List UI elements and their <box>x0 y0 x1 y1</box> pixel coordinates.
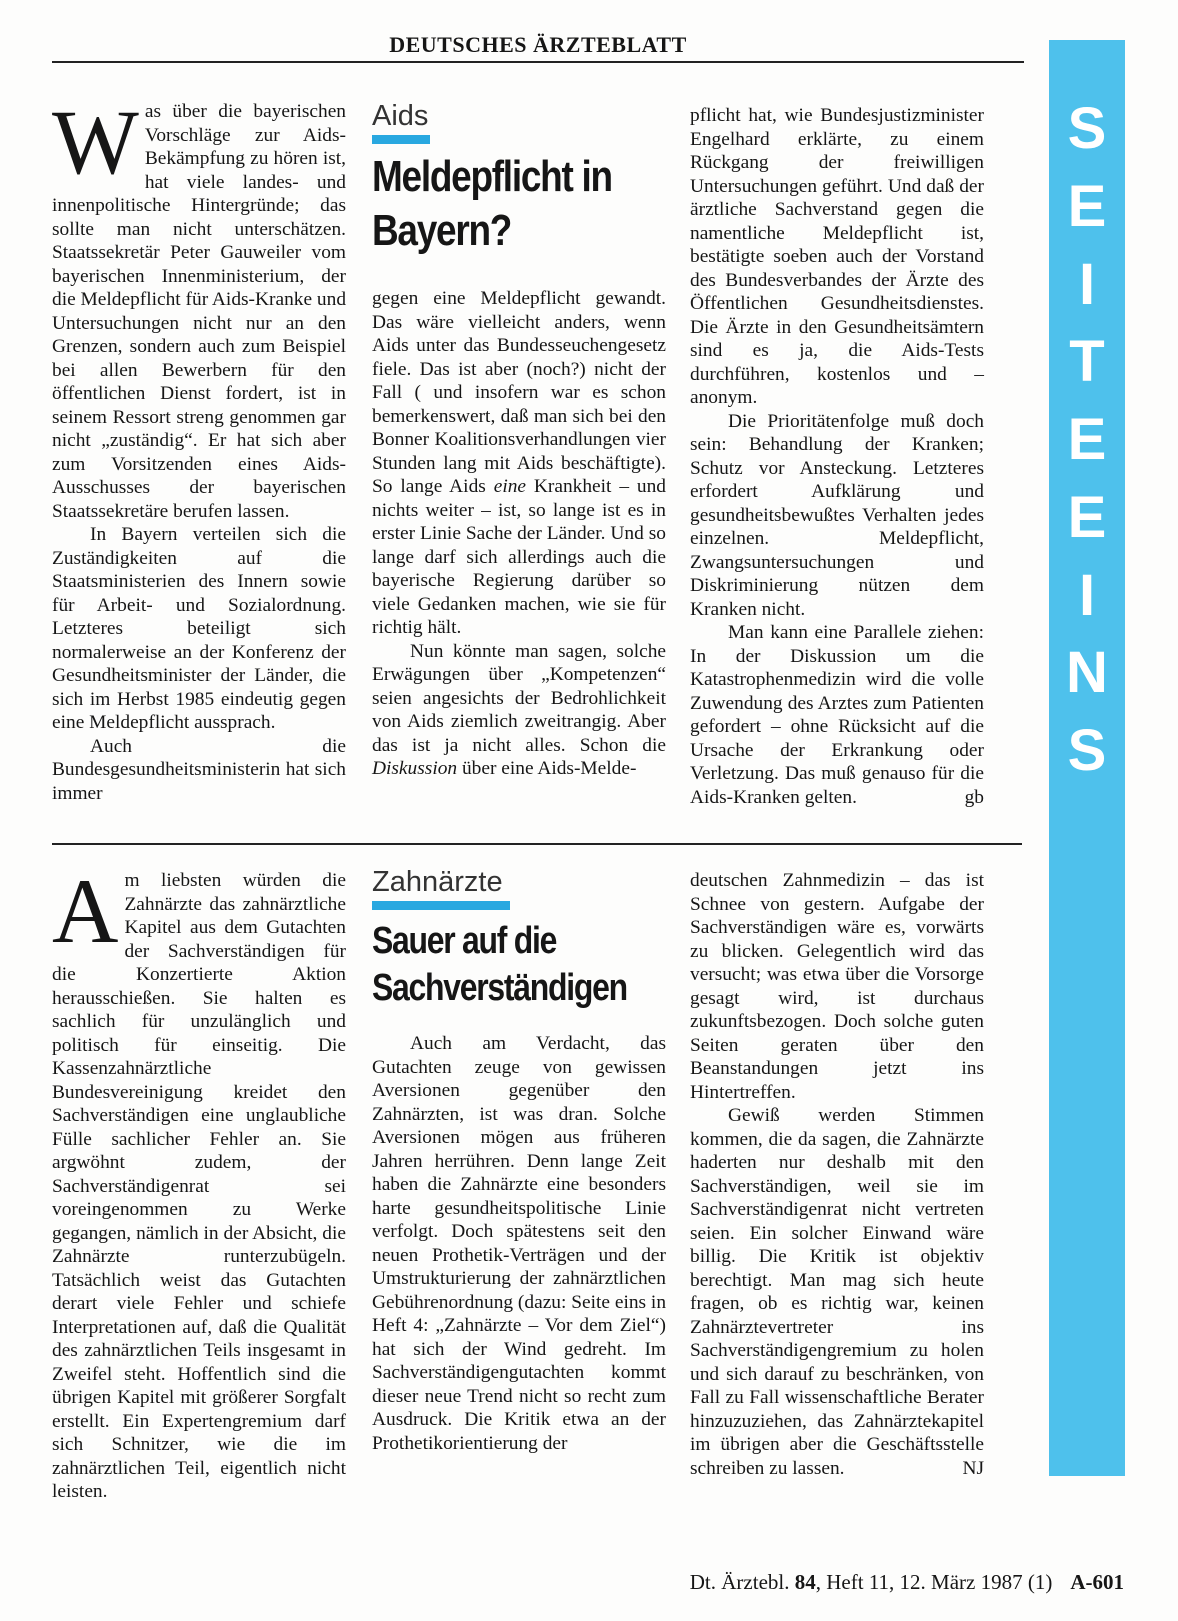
article1-col3-p3: Man kann eine Parallele ziehen: In der Diskussion um die Katastrophenmedizin wird die volle Zuwendung des Arztes zum Patienten gefordert – ohne Rücksicht auf die Ursache der Erkrankung oder Verletzung. Das muß genauso für die Aids-Kranken gelten. <box>690 622 984 808</box>
article-divider <box>52 843 1022 845</box>
article2-dropcap: A <box>52 860 119 962</box>
sidebar-letter: E <box>1067 407 1107 472</box>
article1-signature: gb <box>964 786 984 808</box>
article1-col1 <box>52 91 347 805</box>
article2-col2 <box>372 1032 666 1455</box>
sidebar-letters <box>1049 96 1125 783</box>
sidebar-letter: S <box>1067 96 1107 161</box>
article2-col3 <box>690 869 984 1480</box>
article1-col2-p2-em: Diskussion <box>372 758 458 779</box>
article1-headline-line2: Bayern? <box>372 206 512 255</box>
article1-dropcap: W <box>52 91 139 193</box>
article1-col3-p1: pflicht hat, wie Bundesjustizminister Engelhard erklärte, zu einem Rückgang der freiwilligen Untersuchungen geführt. Und daß der ärztliche Sachverstand gegen die namentliche Meldepflicht ist, bestätigte soeben auch der Vorstand des Bundesverbandes der Ärzte des Öffentlichen Gesundheitsdienstes. Die Ärzte in den Gesundheitsämtern sind es ja, die Aids-Tests durchführen, kostenlos und – anonym. <box>690 105 984 408</box>
article1-col2-p1-em: eine <box>493 476 527 497</box>
article1-col1-p2: In Bayern verteilen sich die Zuständigkeiten auf die Staatsministerien des Innern sowie für Arbeit- und Sozialordnung. Letzteres beteiligt sich normalerweise an der Konferenz der Gesundheitsminister der Länder, die sich im Herbst 1985 eindeutig gegen eine Meldepflicht aussprach. <box>52 524 346 733</box>
article2-col3-p1: deutschen Zahnmedizin – das ist Schnee von gestern. Aufgabe der Sachverständigen wäre es, vorwärts zu blicken. Gelegentlich wird das versucht; was etwa über die Vorsorge gesagt wird, ist durchaus zukunftsbezogen. Doch solche guten Seiten geraten über den Beanstandungen jetzt ins Hintertreffen. <box>690 870 984 1103</box>
footer-citation-b: , Heft 11, 12. März 1987 (1) <box>815 1570 1053 1594</box>
footer-citation-a: Dt. Ärztebl. <box>689 1570 795 1594</box>
masthead-rule <box>52 61 1024 63</box>
sidebar-letter: I <box>1078 562 1096 628</box>
article2-headline-line2: Sachverständigen <box>372 967 627 1009</box>
article1-col2-p2a: Nun könnte man sagen, solche Erwägungen über „Kompetenzen“ seien angesichts der Bedrohlichkeit von Aids ziemlich zweitrangig. Aber das ist ja nicht alles. Schon die <box>372 640 666 756</box>
article2-headline-line1: Sauer auf die <box>372 920 557 962</box>
article2-col2-p1: Auch am Verdacht, das Gutachten zeuge von gewissen Aversionen gegenüber den Zahnärzten, ist was dran. Solche Aversionen mögen aus früheren Jahren herrühren. Denn lange Zeit haben die Zahnärzte eine besonders harte gesundheitspolitische Linie verfolgt. Doch spätestens seit den neuen Prothetik-Verträgen und der Umstrukturierung der zahnärztlichen Gebührenordnung (dazu: Seite eins in Heft 4: „Zahnärzte – Vor dem Ziel“) hat sich der Wind gedreht. Im Sachverständigengutachten kommt dieser neue Trend nicht so recht zum Ausdruck. Die Kritik etwa an der Prothetikorientierung der <box>372 1033 667 1454</box>
article2-col1 <box>52 860 346 1504</box>
article2-kicker: Zahnärzte <box>372 866 503 898</box>
article1-col2-p1b: Krankheit – und nichts weiter – ist, so lange ist es in erster Linie Sache der Länder. Und so lange darf sich allerdings auch die bayerische Regierung darüber so viele Gedanken machen, wie sie für richtig hält. <box>372 476 667 638</box>
article1-kicker-bar <box>372 135 430 144</box>
sidebar-letter: E <box>1067 484 1107 550</box>
article2-kicker-bar <box>372 901 510 910</box>
article1-col1-p1: as über die bayerischen Vorschläge zur Aids-Bekämpfung zu hören ist, hat viele landes- und innenpolitische Hintergründe; das sollte man nicht unterschätzen. Staatssekretär Peter Gauweiler vom bayerischen Innenministerium, der die Meldepflicht für Aids-Kranke und Untersuchungen nicht nur an den Grenzen, sondern auch zum Beispiel bei allen Bewerbern für den öffentlichen Dienst fordert, ist in seinem Ressort streng genommen gar nicht „zuständig“. Er hat sich aber zum Vorsitzenden eines Aids-Ausschusses der bayerischen Staatssekretäre berufen lassen. <box>52 101 347 522</box>
article2-col3-p2: Gewiß werden Stimmen kommen, die da sagen, die Zahnärzte haderten nur deshalb mit den Sachverständigen, weil sie im Sachverständigenrat nicht vertreten seien. Ein solcher Einwand wäre billig. Die Kritik ist objektiv berechtigt. Man mag sich heute fragen, ob es richtig war, keinen Zahnärztevertreter ins Sachverständigengremium zu holen und sich darauf zu beschränken, von Fall zu Fall wissenschaftliche Berater hinzuzuziehen, das Zahnärztekapitel im übrigen aber die Geschäftsstelle schreiben zu lassen. <box>690 1105 984 1479</box>
sidebar-letter: N <box>1066 640 1108 706</box>
sidebar-letter: T <box>1069 329 1105 395</box>
article2-header <box>372 866 672 1016</box>
article1-col3 <box>690 104 984 809</box>
page-footer <box>640 1570 1124 1595</box>
article1-header <box>372 100 672 285</box>
article1-col2-p1a: gegen eine Meldepflicht gewandt. Das wäre vielleicht anders, wenn Aids unter das Bundesseuchengesetz fiele. Das ist aber (noch?) nicht der Fall ( und insofern war es schon bemerkenswert, daß man sich bei den Bonner Koalitionsverhandlungen vier Stunden lang mit Aids beschäftigte). So lange Aids <box>372 288 666 497</box>
article1-col2 <box>372 287 666 781</box>
article1-col2-p2b: über eine Aids-Melde- <box>457 758 637 779</box>
article1-headline-line1: Meldepflicht in <box>372 152 612 201</box>
article2-signature: NJ <box>962 1457 984 1479</box>
footer-volume: 84 <box>794 1570 816 1594</box>
article1-kicker: Aids <box>372 100 429 132</box>
masthead <box>52 30 1024 66</box>
article1-col1-p3: Auch die Bundesgesundheitsministerin hat sich immer <box>52 735 346 804</box>
article1-headline <box>372 150 671 258</box>
article2-headline <box>372 918 671 1012</box>
sidebar-letter: E <box>1067 173 1107 239</box>
article1-col3-p2: Die Prioritätenfolge muß doch sein: Behandlung der Kranken; Schutz vor Ansteckung. Letzteres erfordert Aufklärung und gesundheitsbewußtes Verhalten jedes einzelnen. Meldepflicht, Zwangsuntersuchungen und Diskriminierung nützen dem Kranken nicht. <box>690 410 984 620</box>
page-number: A-601 <box>1070 1570 1124 1594</box>
masthead-title: DEUTSCHES ÄRZTEBLATT <box>389 32 687 57</box>
sidebar-letter: I <box>1078 251 1096 317</box>
sidebar-letter: S <box>1067 718 1107 783</box>
article2-col1-p1: m liebsten würden die Zahnärzte das zahnärztliche Kapitel aus dem Gutachten der Sachverständigen für die Konzertierte Aktion herausschießen. Sie halten es sachlich für unzulänglich und politisch für einseitig. Die Kassenzahnärztliche Bundesvereinigung kreidet den Sachverständigen eine unglaubliche Fülle sachlicher Fehler an. Sie argwöhnt zudem, der Sachverständigenrat sei voreingenommen zu Werke gegangen, nämlich in der Absicht, die Zahnärzte runterzubügeln. Tatsächlich weist das Gutachten derart viele Fehler und schiefe Interpretationen auf, daß die Qualität des zahnärztlichen Teils insgesamt in Zweifel steht. Hoffentlich sind die übrigen Kapitel mit größerer Sorgfalt erstellt. Ein Expertengremium darf sich Schnitzer, wie die im zahnärztlichen Teil, eigentlich nicht leisten. <box>52 870 346 1502</box>
seite-eins-sidebar <box>1049 40 1125 1476</box>
